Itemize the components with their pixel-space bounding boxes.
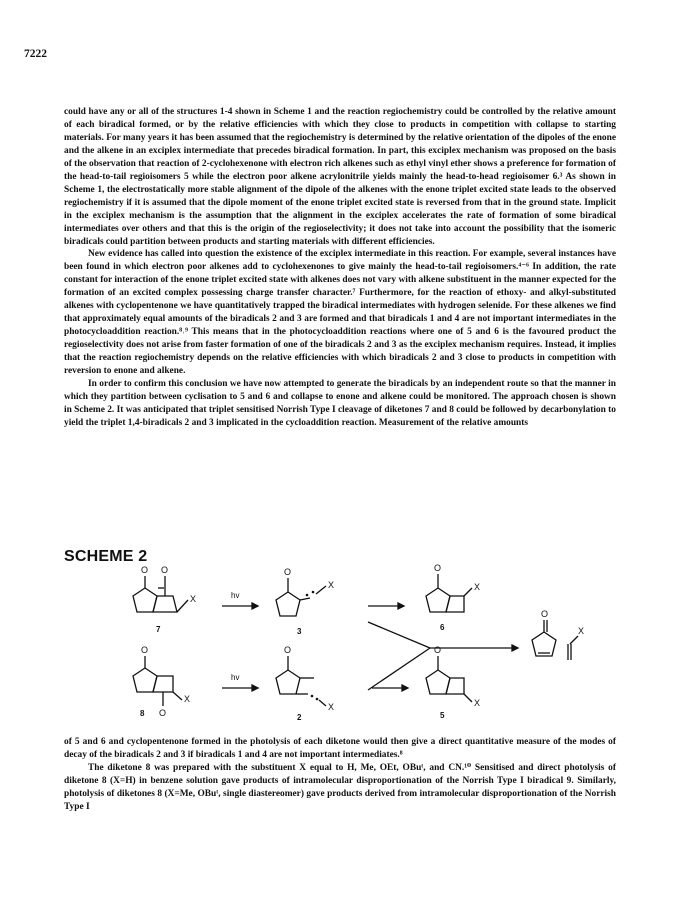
svg-text:O: O: [284, 567, 292, 577]
svg-text:O: O: [141, 645, 149, 655]
product-6: [426, 563, 480, 632]
svg-text:3: 3: [297, 627, 302, 636]
svg-text:6: 6: [440, 623, 445, 632]
page-number: 7222: [24, 48, 47, 60]
hv-arrow-bottom: [222, 673, 258, 691]
scheme-title: SCHEME 2: [64, 548, 148, 565]
cyclopentenone: [532, 609, 556, 656]
svg-text:X: X: [578, 626, 585, 636]
svg-text:hv: hv: [231, 591, 240, 600]
svg-text:X: X: [184, 694, 191, 704]
compound-8: [133, 645, 190, 718]
product-5: [426, 645, 480, 720]
hv-arrow-top: [222, 591, 258, 609]
body-text-bottom: [64, 736, 616, 814]
svg-text:O: O: [284, 645, 292, 655]
paragraph: The diketone 8 was prepared with the substituent X equal to H, Me, OEt, OBuᵗ, and CN.¹⁰ Sensitised and direct photolysis of diketone 8 (X=H) in benzene solution gave products of intramolecular disproportionation of the Norrish Type I biradical 9. Similarly, photolysis of diketones 8 (X=Me, OBuᵗ, single diastereomer) gave products derived from intramolecular disproportionation of the Norrish Type I: [64, 762, 616, 812]
svg-text:hv: hv: [231, 673, 240, 682]
svg-text:X: X: [328, 702, 335, 712]
svg-text:X: X: [328, 580, 335, 590]
svg-text:O: O: [541, 609, 549, 619]
substituent-x: X: [190, 594, 197, 604]
svg-text:X: X: [474, 582, 481, 592]
alkene-x: [568, 626, 584, 660]
svg-text:O: O: [434, 563, 442, 573]
scheme-2-diagram: [100, 540, 600, 730]
svg-text:O: O: [434, 645, 442, 655]
svg-text:X: X: [474, 698, 481, 708]
carbonyl-o: O: [141, 565, 149, 575]
paragraph: New evidence has called into question the existence of the exciplex intermediate in this reaction. For example, several instances have been found in which electron poor alkenes add to cyclohexenones to give mainly the head-to-tail regioisomers.⁴⁻⁶ In addition, the rate constant for interaction of the enone triplet excited state with alkenes does not vary with alkene substituent in the manner expected for the formation of an excited complex possessing charge transfer character.⁷ Furthermore, for the reaction of ethoxy- and alkyl-substituted alkenes with cyclopentenone we have quantitatively trapped the biradical intermediates with hydrogen selenide. For these alkenes we find that approximately equal amounts of the biradicals 2 and 3 are formed and that biradicals 1 and 4 are not important intermediates in the photocycloaddition reaction.⁸˒⁹ This means that in the photocycloaddition reactions where one of 5 and 6 is the favoured product the regioselectivity does not arise from faster formation of one of the biradicals 2 and 3 as the exciplex mechanism requires. Instead, it implies that the reaction regiochemistry depends on the relative efficiencies with which biradicals 2 and 3 close to products in competition with reversion to enone and alkene.: [64, 249, 616, 377]
svg-text:8: 8: [140, 709, 145, 718]
svg-text:2: 2: [297, 713, 302, 722]
body-text-top: [64, 106, 616, 430]
carbonyl-o: O: [161, 565, 169, 575]
compound-7: [133, 565, 196, 634]
paragraph: of 5 and 6 and cyclopentenone formed in the photolysis of each diketone would then give a direct quantitative measure of the modes of decay of the biradicals 2 and 3 if biradicals 1 and 4 are not important intermediates.⁸: [64, 737, 616, 760]
biradical-3: [276, 567, 334, 636]
svg-text:5: 5: [440, 711, 445, 720]
compound-number: 7: [156, 625, 161, 634]
biradical-2: [276, 645, 334, 722]
paragraph: In order to confirm this conclusion we have now attempted to generate the biradicals by an independent route so that the manner in which they partition between cyclisation to 5 and 6 and collapse to enone and alkene could be monitored. The approach chosen is shown in Scheme 2. It was anticipated that triplet sensitised Norrish Type I cleavage of diketones 7 and 8 could be followed by decarbonylation to yield the triplet 1,4-biradicals 2 and 3 implicated in the cycloaddition reaction. Measurement of the relative amounts: [64, 379, 616, 428]
paragraph: could have any or all of the structures 1-4 shown in Scheme 1 and the reaction regiochemistry could be controlled by the relative amount of each biradical formed, or by the relative efficiencies with which they close to products in competition with collapse to starting materials. For many years it has been assumed that the regiochemistry is determined by the relative orientation of the dipoles of the enone and the alkene in an exciplex intermediate that precedes biradical formation. In part, this exciplex mechanism was proposed on the basis of the observation that reaction of 2-cyclohexenone with electron rich alkenes such as ethyl vinyl ether shows a preference for formation of the head-to-tail regioisomers 5 while the electron poor alkene acrylonitrile yields mainly the head-to-head regioisomer 6.³ As shown in Scheme 1, the electrostatically more stable alignment of the dipole of the alkenes with the enone triplet excited state leads to the observed regiochemistry if it is assumed that the dipole moment of the enone triplet excited state is reversed from that in the ground state. Implicit in the exciplex mechanism is the assumption that the alignment in the exciplex accelerates the rate of formation of some biradical intermediates over others and that this is the origin of the regioselectivity; it does not take into account the possibility that the isomeric biradicals could partition between products and starting materials with different efficiencies.: [64, 107, 616, 247]
svg-text:O: O: [159, 708, 167, 718]
